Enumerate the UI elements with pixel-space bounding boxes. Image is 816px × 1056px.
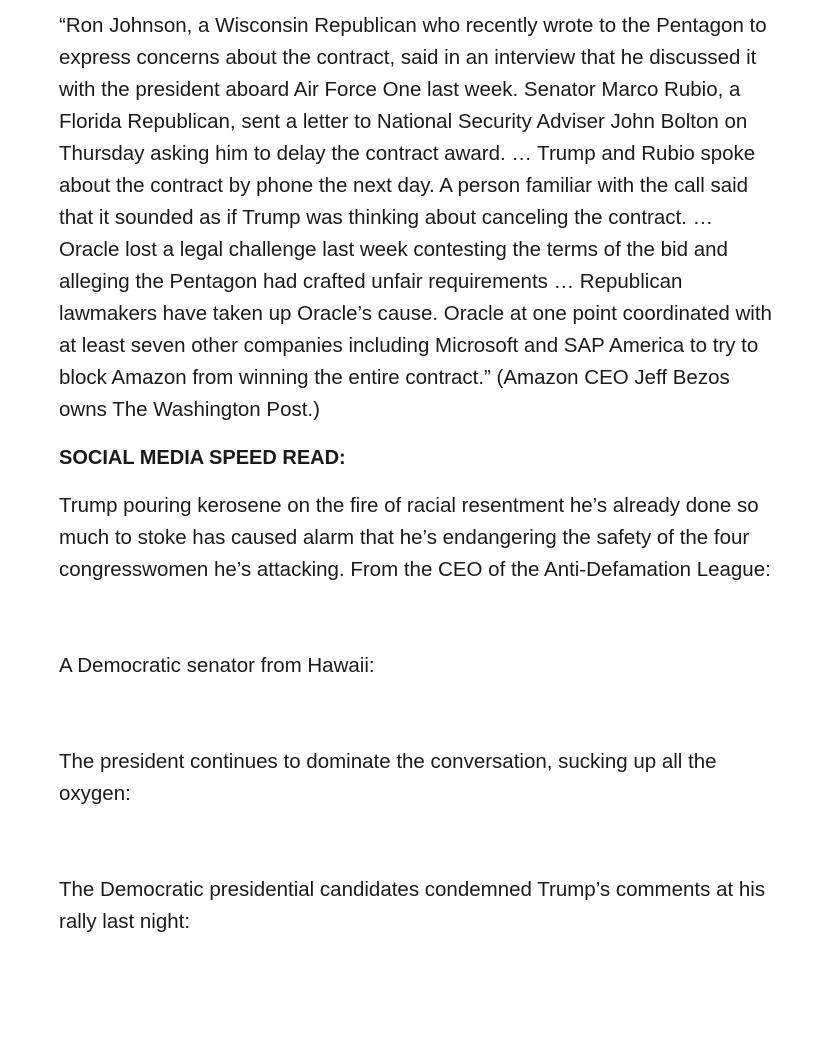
paragraph-oxygen: The president continues to dominate the conversation, sucking up all the oxygen: <box>59 750 717 805</box>
paragraph-trump-kerosene: Trump pouring kerosene on the fire of racial resentment he’s already done so much to stoke has caused alarm that he’s endangering the safety of the four congresswomen he’s attacking. From the CEO of the Anti-Defamation League: <box>59 494 771 581</box>
paragraph-hawaii-senator: A Democratic senator from Hawaii: <box>59 654 375 677</box>
quote-paragraph: “Ron Johnson, a Wisconsin Republican who recently wrote to the Pentagon to express concerns about the contract, said in an interview that he discussed it with the president aboard Air Force One last week. Senator Marco Rubio, a Florida Republican, sent a letter to National Security Adviser John Bolton on Thursday asking him to delay the contract award. … Trump and Rubio spoke about the contract by phone the next day. A person familiar with the call said that it sounded as if Trump was thinking about canceling the contract. … Oracle lost a legal challenge last week contesting the terms of the bid and alleging the Pentagon had crafted unfair requirements … Republican lawmakers have taken up Oracle’s cause. Oracle at one point coordinated with at least seven other companies including Microsoft and SAP America to try to block Amazon from winning the entire contract.” (Amazon CEO Jeff Bezos owns The Washington Post.) <box>59 14 772 421</box>
section-heading: SOCIAL MEDIA SPEED READ: <box>59 447 346 469</box>
paragraph-democratic-candidates: The Democratic presidential candidates condemned Trump’s comments at his rally last night: <box>59 878 766 933</box>
article-body <box>59 10 779 938</box>
